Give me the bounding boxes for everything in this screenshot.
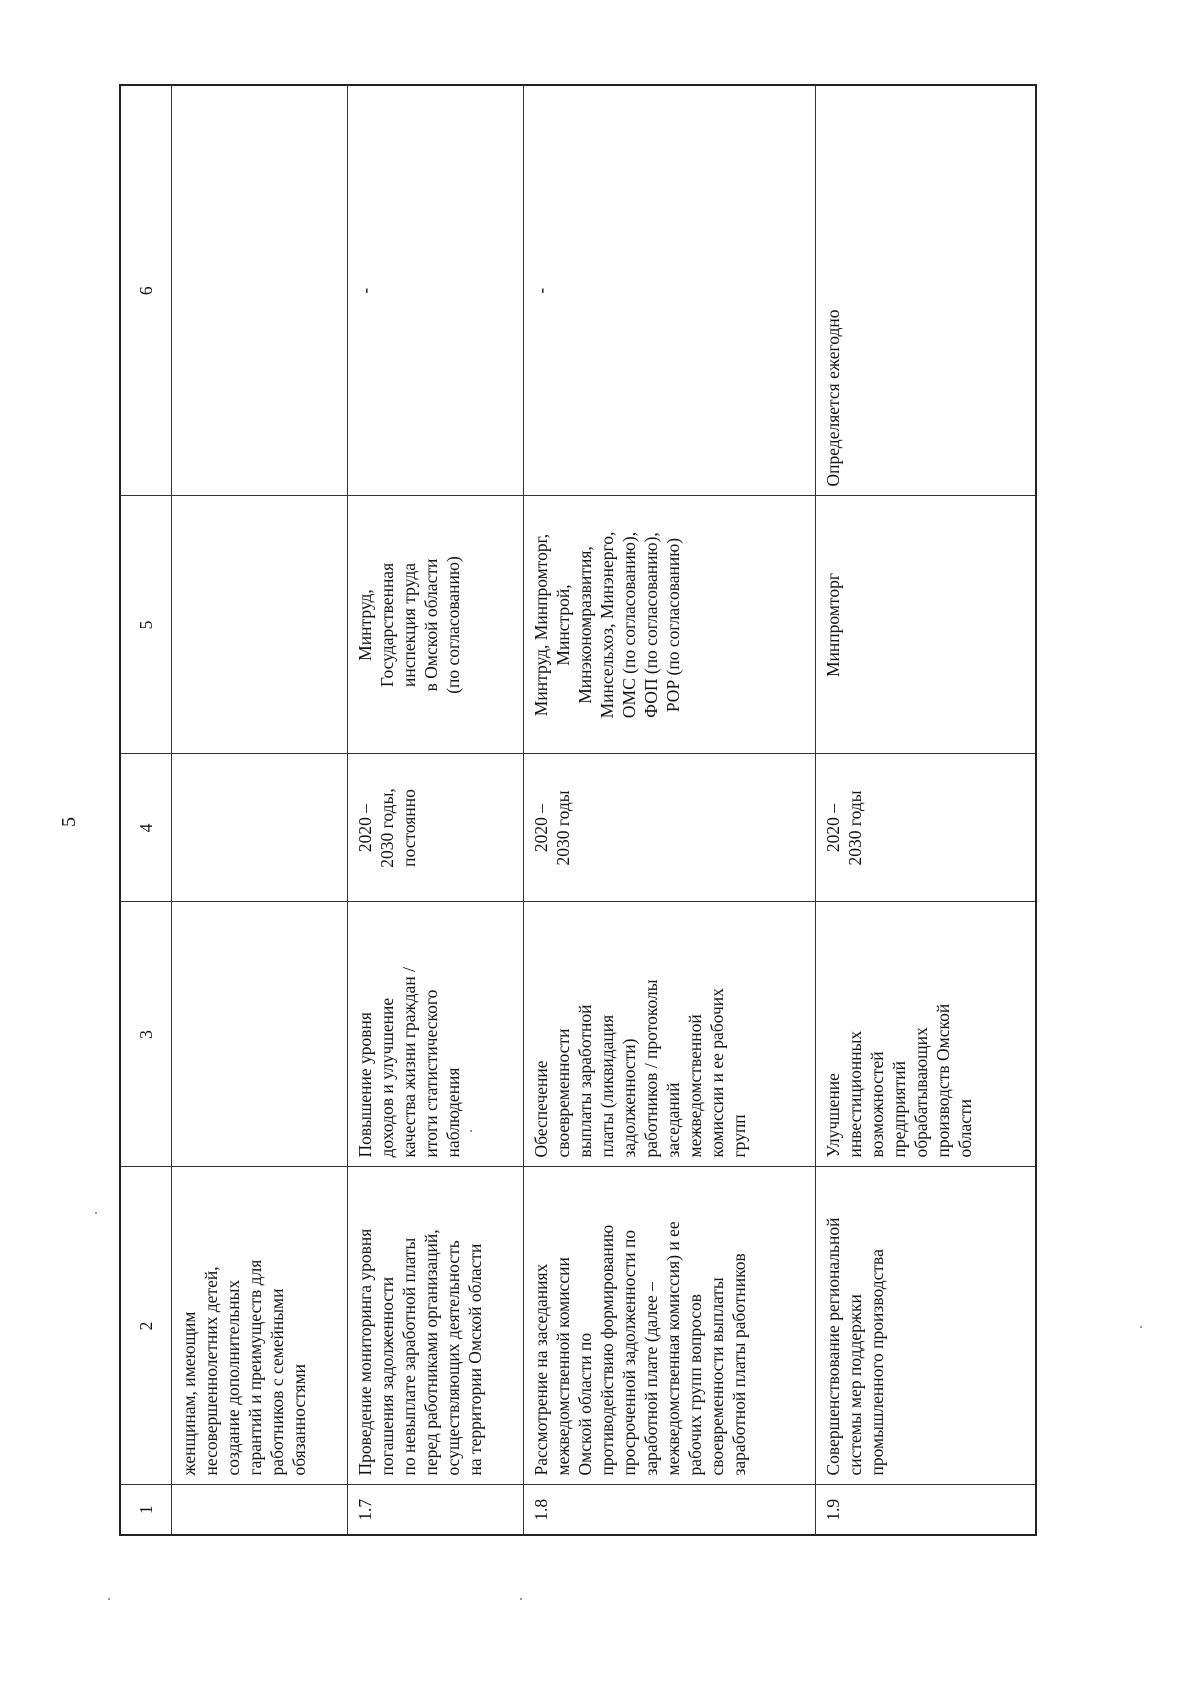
table-row <box>524 85 816 1535</box>
measure-text: Совершенствование региональной системы мер поддержки промышленного производства <box>823 1217 888 1476</box>
term-cell <box>171 754 347 902</box>
measure-cell <box>171 1167 347 1485</box>
result-text: Повышение уровня доходов и улучшение качества жизни граждан / итоги статистического наблюдения <box>354 967 463 1158</box>
measure-cell <box>524 1167 816 1485</box>
term-cell <box>524 754 816 902</box>
executor-cell <box>171 496 347 754</box>
measure-text: Рассмотрение на заседаниях межведомственной комиссии Омской области по противодействию формированию просроченной задолженности по заработной плате (далее – межведомственная комиссия) и ее рабочих групп вопросов своевременности выплаты заработной платы работников <box>531 1221 750 1476</box>
executor-text: Минпромторг <box>823 573 844 677</box>
result-cell <box>524 902 816 1167</box>
funding-cell <box>816 85 1036 496</box>
scan-speck <box>1140 1326 1142 1328</box>
rotated-table-container <box>119 86 1037 1536</box>
result-cell <box>816 902 1036 1167</box>
result-cell <box>347 902 524 1167</box>
funding-text: - <box>531 287 552 294</box>
row-number: 1.9 <box>816 1485 1036 1535</box>
result-cell <box>171 902 347 1167</box>
column-header: 1 <box>120 1485 171 1535</box>
executor-text: Минтруд, Минпромторг, Минстрой, Минэкономразвития, Минсельхоз, Минэнерго, ОМС (по согласованию), ФОП (по согласованию), РОР (по согласованию) <box>531 531 684 719</box>
table-row <box>171 85 347 1535</box>
measure-cell <box>347 1167 524 1485</box>
column-header: 5 <box>120 496 171 754</box>
row-number: 1.7 <box>347 1485 524 1535</box>
executor-cell <box>347 496 524 754</box>
row-number <box>171 1485 347 1535</box>
scan-speck <box>95 1212 97 1214</box>
funding-cell <box>347 85 524 496</box>
executor-cell <box>524 496 816 754</box>
executor-cell <box>816 496 1036 754</box>
table-header-row <box>120 85 171 1535</box>
result-text: Обеспечение своевременности выплаты заработной платы (ликвидация задолженности) работников / протоколы заседаний межведомственной комиссии и ее рабочих групп <box>531 979 750 1158</box>
term-text: 2020 – 2030 годы <box>531 790 574 866</box>
term-cell <box>347 754 524 902</box>
term-text: 2020 – 2030 годы, постоянно <box>354 788 419 868</box>
column-header: 3 <box>120 902 171 1167</box>
table-row <box>347 85 524 1535</box>
column-header: 2 <box>120 1167 171 1485</box>
table-row <box>816 85 1036 1535</box>
term-cell <box>816 754 1036 902</box>
row-number: 1.8 <box>524 1485 816 1535</box>
scan-speck <box>108 1598 110 1600</box>
funding-cell <box>524 85 816 496</box>
measures-table <box>119 84 1037 1536</box>
executor-text: Минтруд, Государственная инспекция труда в Омской области (по согласованию) <box>354 556 463 694</box>
funding-text: Определяется ежегодно <box>823 309 844 487</box>
term-text: 2020 – 2030 годы <box>823 790 866 866</box>
page-number: 5 <box>58 817 80 827</box>
scan-speck <box>470 1130 472 1132</box>
column-header: 6 <box>120 85 171 496</box>
measure-text: женщинам, имеющим несовершеннолетних детей, создание дополнительных гарантий и преимуществ для работников с семейными обязанностями <box>178 1259 309 1476</box>
column-header: 4 <box>120 754 171 902</box>
scan-speck <box>520 1598 522 1600</box>
result-text: Улучшение инвестиционных возможностей предприятий обрабатывающих производств Омской области <box>823 1003 976 1158</box>
funding-cell <box>171 85 347 496</box>
measure-cell <box>816 1167 1036 1485</box>
measure-text: Проведение мониторинга уровня погашения задолженности по невыплате заработной платы перед работниками организаций, осуществляющих деятельность на территории Омской области <box>354 1228 485 1476</box>
funding-text: - <box>354 287 375 294</box>
